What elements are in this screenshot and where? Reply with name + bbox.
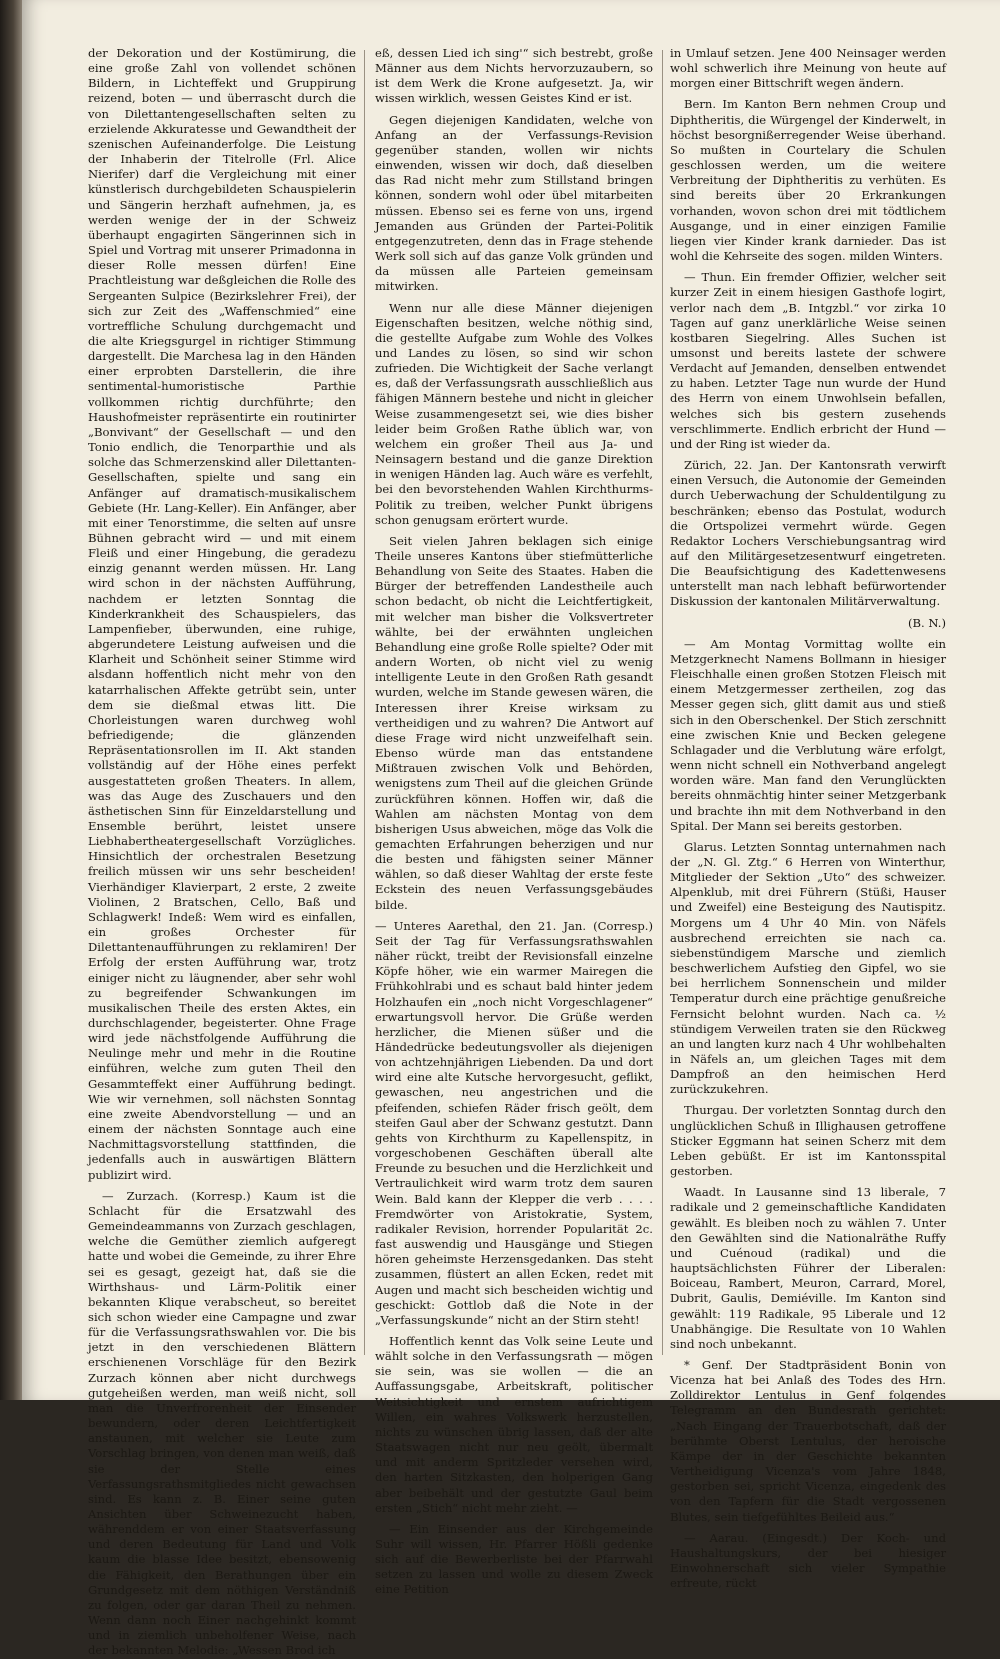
article-paragraph: — Unteres Aarethal, den 21. Jan. (Corresp.) Seit der Tag für Verfassungsrathswahlen näher rückt, treibt der Revisionsfall einzelne Köpfe höher, wie ein warmer Mairegen die Frühkohlrabi und es schaut bald hinter jedem Holzhaufen ein „noch nicht Vorgeschlagener“ erwartungsvoll hervor. Die Grüße werden herzlicher, die Mienen süßer und die Händedrücke bedeutungsvoller als diejenigen von achtzehnjährigen Liebenden. Da und dort wird eine alte Kutsche hervorgesucht, geflikt, gewaschen, neu angestrichen und die pfeifenden, schiefen Räder frisch geölt, dem steifen Gaul aber der Schwanz gestutzt. Dann gehts von Kirchthurm zu Kapellenspitz, in vorgeschobenen Geschäften überall alte Freunde zu besuchen und die Herzlichkeit und Vertraulichkeit wird warm trotz dem sauren Wein. Bald kann der Klepper die verb . . . . Fremdwörter von Aristokratie, System, radikaler Revision, horrender Popularität 2c. fast auswendig und Hausgänge und Stiegen hören geheimste Herzensgedanken. Das steht zusammen, flüstert an allen Ecken, redet mit Augen und macht sich bescheiden wichtig und geschickt: Gottlob daß die Note in der „Verfassungskunde“ nicht an der Stirn steht! [375, 918, 653, 1327]
article-paragraph: — Ein Einsender aus der Kirchgemeinde Suhr will wissen, Hr. Pfarrer Hößli gedenke sich auf die Bewerberliste bei der Pfarrwahl setzen zu lassen und wolle zu diesem Zweck eine Petition [375, 1521, 653, 1597]
article-paragraph: Seit vielen Jahren beklagen sich einige Theile unseres Kantons über stiefmütterliche Behandlung von Seite des Staates. Haben die Bürger der betreffenden Landestheile auch schon bedacht, ob nicht die Leichtfertigkeit, mit welcher man bisher die Volksvertreter wählte, bei der erwähnten ungleichen Behandlung eine große Rolle spielte? Oder mit andern Worten, ob nicht viel zu wenig intelligente Leute in den Großen Rath gesandt wurden, welche im Stande gewesen wären, die Interessen ihrer Kreise wirksam zu vertheidigen und zu wahren? Die Antwort auf diese Frage wird nicht unzweifelhaft sein. Ebenso würde man das entstandene Mißtrauen zwischen Volk und Behörden, wenigstens zum Theil auf die gleichen Gründe zurückführen können. Hoffen wir, daß die Wahlen am nächsten Montag von dem bisherigen Usus abweichen, möge das Volk die gemachten Erfahrungen beherzigen und nur die besten und fähigsten seiner Männer wählen, so daß dieser Wahltag der erste feste Eckstein des neuen Verfassungsgebäudes bilde. [375, 533, 653, 912]
article-paragraph: Hoffentlich kennt das Volk seine Leute und wählt solche in den Verfassungsrath — mögen sie sein, was sie wollen — die an Auffassungsgabe, Arbeitskraft, politischer Weitsichtigkeit und ernstem aufrichtigem Willen, ein wahres Volkswerk herzustellen, nichts zu wünschen übrig lassen, daß der alte Staatswagen nicht nur neu geölt, übermalt und mit anderm Spritzleder versehen wird, den harten Sitzkasten, den holperigen Gang aber beibehält und der gestutzte Gaul beim ersten „Stich“ nicht mehr zieht. — [375, 1333, 653, 1515]
article-paragraph: Thurgau. Der vorletzten Sonntag durch den unglücklichen Schuß in Illighausen getroffene Sticker Eggmann hat seinen Scherz mit dem Leben gebüßt. Er ist im Kantonsspital gestorben. [670, 1103, 946, 1179]
article-paragraph: eß, dessen Lied ich sing'“ sich bestrebt, große Männer aus dem Nichts hervorzuzaubern, so ist dem Werk die Krone aufgesetzt. Ja, wir wissen wirklich, wessen Geistes Kind er ist. [375, 46, 653, 106]
book-binding-edge [0, 0, 22, 1400]
text-column-left [88, 46, 356, 1658]
source-attribution: (B. N.) [907, 615, 946, 630]
article-paragraph: — Thun. Ein fremder Offizier, welcher seit kurzer Zeit in einem hiesigen Gasthofe logirt, verlor nach dem „B. Intgzbl.“ vor zirka 10 Tagen auf ganz unerklärliche Weise seinen kostbaren Siegelring. Alles Suchen ist umsonst und bereits lastete der schwere Verdacht auf Jemanden, denselben entwendet zu haben. Letzter Tage nun wurde der Hund des Herrn von einem Unwohlsein befallen, welches sich bis gestern zusehends verschlimmerte. Endlich erbricht der Hund — und der Ring ist wieder da. [670, 270, 946, 451]
article-paragraph: — Am Montag Vormittag wollte ein Metzgerknecht Namens Bollmann in hiesiger Fleischhalle einen großen Stotzen Fleisch mit einem Metzgermesser zertheilen, zog das Messer gegen sich, glitt damit aus und stieß sich in den Oberschenkel. Der Stich zerschnitt eine zwischen Knie und Becken gelegene Schlagader und die Verblutung wäre erfolgt, wenn nicht schnell ein Nothverband angelegt worden wäre. Man fand den Verunglückten bereits ohnmächtig hinter seiner Metzgerbank und brachte ihn mit dem Nothverband in den Spital. Der Mann sei bereits gestorben. [670, 636, 946, 833]
article-paragraph: * Genf. Der Stadtpräsident Bonin von Vicenza hat bei Anlaß des Todes des Hrn. Zolldirektor Lentulus in Genf folgendes Telegramm an den Bundesrath gerichtet: „Nach Eingang der Trauerbotschaft, daß der berühmte Oberst Lentulus, der heroische Kämpe der in der Geschichte bekannten Vertheidigung Vicenza's vom Jahre 1848, gestorben sei, spricht Vicenza, eingedenk des von den Tapfern für die Stadt vergossenen Blutes, sein tiefgefühltes Beileid aus.“ [670, 1357, 946, 1524]
article-paragraph: — Aarau. (Eingesdt.) Der Koch- und Haushaltungskurs, der bei hiesiger Einwohnerschaft sich vieler Sympathie erfreute, rückt [670, 1530, 946, 1591]
article-paragraph: Glarus. Letzten Sonntag unternahmen nach der „N. Gl. Ztg.“ 6 Herren von Winterthur, Mitglieder der Sektion „Uto“ des schweizer. Alpenklub, mit drei Führern (Stüßi, Hauser und Zweifel) eine Besteigung des Nautispitz. Morgens um 4 Uhr 40 Min. von Näfels ausbrechend erreichten sie nach ca. siebenstündigem Marsche und ziemlich beschwerlichem Aufstieg den Gipfel, wo sie bei herrlichem Sonnenschein und milder Temperatur durch eine prächtige genußreiche Fernsicht belohnt wurden. Nach ca. ½ stündigem Verweilen traten sie den Rückweg an und langten kurz nach 4 Uhr wohlbehalten in Näfels an, um gleichen Tages mit dem Dampfroß an den heimischen Herd zurückzukehren. [670, 839, 946, 1097]
column-rule [364, 50, 365, 1355]
article-paragraph: in Umlauf setzen. Jene 400 Neinsager werden wohl schwerlich ihre Meinung von heute auf morgen einer Bittschrift wegen ändern. [670, 46, 946, 91]
article-paragraph: Bern. Im Kanton Bern nehmen Croup und Diphtheritis, die Würgengel der Kinderwelt, in höchst besorgnißerregender Weise überhand. So mußten in Courtelary die Schulen geschlossen werden, um die weitere Verbreitung der Diphtheritis zu verhüten. Es sind bereits über 20 Erkrankungen vorhanden, wovon schon drei mit tödtlichem Ausgange, und in einer einzigen Familie liegen vier Kinder krank darnieder. Das ist wohl die Kehrseite des sogen. milden Winters. [670, 97, 946, 264]
text-column-right [670, 46, 946, 1591]
article-paragraph: Zürich, 22. Jan. Der Kantonsrath verwirft einen Versuch, die Autonomie der Gemeinden durch Ueberwachung der Schuldentilgung zu beschränken; ebenso das Postulat, wodurch die Ortspolizei vermehrt würde. Gegen Redaktor Lochers Verschiebungsantrag wird auf den Militärgesetzesentwurf eingetreten. Die Beaufsichtigung des Kadettenwesens unterstellt man nach lebhaft befürwortender Diskussion der kantonalen Militärverwaltung. [670, 458, 946, 609]
column-rule [662, 50, 663, 1355]
article-paragraph: — Zurzach. (Korresp.) Kaum ist die Schlacht für die Ersatzwahl des Gemeindeammanns von Zurzach geschlagen, welche die Gemüther ziemlich aufgeregt hatte und wobei die Gemeinde, zu ihrer Ehre sei es gesagt, gezeigt hat, daß sie die Wirthshaus- und Lärm-Politik einer bekannten Klique verabscheut, so bereitet sich schon wieder eine Campagne und zwar für die Verfassungsrathswahlen vor. Die bis jetzt in den verschiedenen Blättern erschienenen Vorschläge für den Bezirk Zurzach können aber nicht durchwegs gutgeheißen werden, man weiß nicht, soll man die Unverfrorenheit der Einsender bewundern, oder deren Leichtfertigkeit anstaunen, mit welcher sie Leute zum Vorschlag bringen, von denen man weiß, daß sie der Stelle eines Verfassungsrathsmitgliedes nicht gewachsen sind. Es kann z. B. Einer seine guten Ansichten über Schweinezucht haben, währenddem er von einer Staatsverfassung und deren Bedeutung für Land und Volk kaum die blasse Idee besitzt, ebensowenig die Fähigkeit, den Berathungen über ein Grundgesetz mit dem nöthigen Verständniß zu folgen, oder gar daran Theil zu nehmen. Wenn dann noch Einer nachgehinkt kommt und in ziemlich unbeholfener Weise, nach der bekannten Melodie: „Wessen Brod ich [88, 1188, 356, 1658]
article-paragraph: der Dekoration und der Kostümirung, die eine große Zahl von vollendet schönen Bildern, in Lichteffekt und Gruppirung reizend, boten — und überrascht durch die von Dilettantengesellschaften selten zu erzielende Akkuratesse und Gewandtheit der szenischen Aufeinanderfolge. Die Leistung der Inhaberin der Titelrolle (Frl. Alice Nierifer) darf die Vergleichung mit einer künstlerisch durchgebildeten Schauspielerin und Sängerin herzhaft aufnehmen, ja, es werden wenige der in der Schweiz überhaupt engagirten Sängerinnen sich in Spiel und Vortrag mit unserer Primadonna in dieser Rolle messen dürfen! Eine Prachtleistung war deßgleichen die Rolle des Sergeanten Sulpice (Bezirkslehrer Frei), der sich zur Zeit des „Waffenschmied“ eine vortreffliche Schulung durchgemacht und die alte Kriegsgurgel in richtiger Stimmung dargestellt. Die Marchesa lag in den Händen einer erprobten Darstellerin, die ihre sentimental-humoristische Parthie vollkommen richtig durchführte; den Haushofmeister repräsentirte ein routinirter „Bonvivant“ der Gesellschaft — und den Tonio endlich, die Tenorparthie und als solche das Schmerzenskind aller Dilettanten-Gesellschaften, spielte und sang ein Anfänger auf dramatisch-musikalischem Gebiete (Hr. Lang-Keller). Ein Anfänger, aber mit einer Tenorstimme, die selten auf unsre Bühnen gebracht wird — und mit einem Fleiß und einer Hingebung, die geradezu einzig genannt werden müssen. Hr. Lang wird schon in der nächsten Aufführung, nachdem er letzten Sonntag die Kinderkrankheit des Schauspielers, das Lampenfieber, überwunden, eine ruhige, abgerundetere Leistung aufweisen und die Klarheit und Schönheit seiner Stimme wird alsdann hoffentlich nicht mehr von den katarrhalischen Affekte getrübt sein, unter dem sie dießmal etwas litt. Die Chorleistungen waren durchweg wohl befriedigende; die glänzenden Repräsentationsrollen im II. Akt standen vollständig auf der Höhe eines perfekt ausgestatteten großen Theaters. In allem, was das Auge des Zuschauers und den ästhetischen Sinn für Einzeldarstellung und Ensemble berührt, leistet unsere Liebhabertheatergesellschaft Vorzügliches. Hinsichtlich der orchestralen Besetzung freilich müssen wir uns sehr bescheiden! Vierhändiger Klavierpart, 2 erste, 2 zweite Violinen, 2 Bratschen, Cello, Baß und Schlagwerk! Indeß: Wem wird es einfallen, ein großes Orchester für Dilettantenaufführungen zu reklamiren! Der Erfolg der ersten Aufführung war, trotz einiger nicht zu läugnender, aber sehr wohl zu begreifender Schwankungen im musikalischen Theile des ersten Aktes, ein durchschlagender, begeisterter. Ohne Frage wird jede nächstfolgende Aufführung die Neulinge mehr und mehr in die Routine einführen, welche zum guten Theil den Gesammteffekt einer Aufführung bedingt. Wie wir vernehmen, soll nächsten Sonntag eine zweite Abendvorstellung — und an einem der nächsten Sonntage auch eine Nachmittagsvorstellung stattfinden, die jedenfalls auch in auswärtigen Blättern publizirt wird. [88, 46, 356, 1182]
text-column-middle [375, 46, 653, 1597]
article-paragraph: Wenn nur alle diese Männer diejenigen Eigenschaften besitzen, welche nöthig sind, die gestellte Aufgabe zum Wohle des Volkes und Landes zu lösen, so sind wir schon zufrieden. Die Wichtigkeit der Sache verlangt es, daß der Verfassungsrath ausschließlich aus fähigen Männern bestehe und nicht in gleicher Weise zusammengesetzt sei, wie dies bisher leider beim Großen Rathe üblich war, von welchem ein großer Theil aus Ja- und Neinsagern bestand und die ganze Direktion in wenigen Händen lag. Auch wäre es verfehlt, bei den bevorstehenden Wahlen Kirchthurms-Politik zu treiben, welcher Punkt übrigens schon genugsam erörtert wurde. [375, 300, 653, 527]
article-paragraph: Gegen diejenigen Kandidaten, welche von Anfang an der Verfassungs-Revision gegenüber standen, wollen wir nichts einwenden, wissen wir doch, daß dieselben das Rad nicht mehr zum Stillstand bringen können, sondern wohl oder übel mitarbeiten müssen. Ebenso sei es ferne von uns, irgend Jemanden aus Gründen der Partei-Politik entgegenzutreten, denn das in Frage stehende Werk soll sich auf das ganze Volk gründen und da müssen alle Parteien gemeinsam mitwirken. [375, 112, 653, 294]
article-paragraph: Waadt. In Lausanne sind 13 liberale, 7 radikale und 2 gemeinschaftliche Kandidaten gewählt. Es bleiben noch zu wählen 7. Unter den Gewählten sind die Nationalräthe Ruffy und Cuénoud (radikal) und die hauptsächlichsten Führer der Liberalen: Boiceau, Rambert, Meuron, Carrard, Morel, Dubrit, Gaulis, Demiéville. Im Kanton sind gewählt: 119 Radikale, 95 Liberale und 12 Unabhängige. Die Resultate von 10 Wahlen sind noch unbekannt. [670, 1185, 946, 1351]
